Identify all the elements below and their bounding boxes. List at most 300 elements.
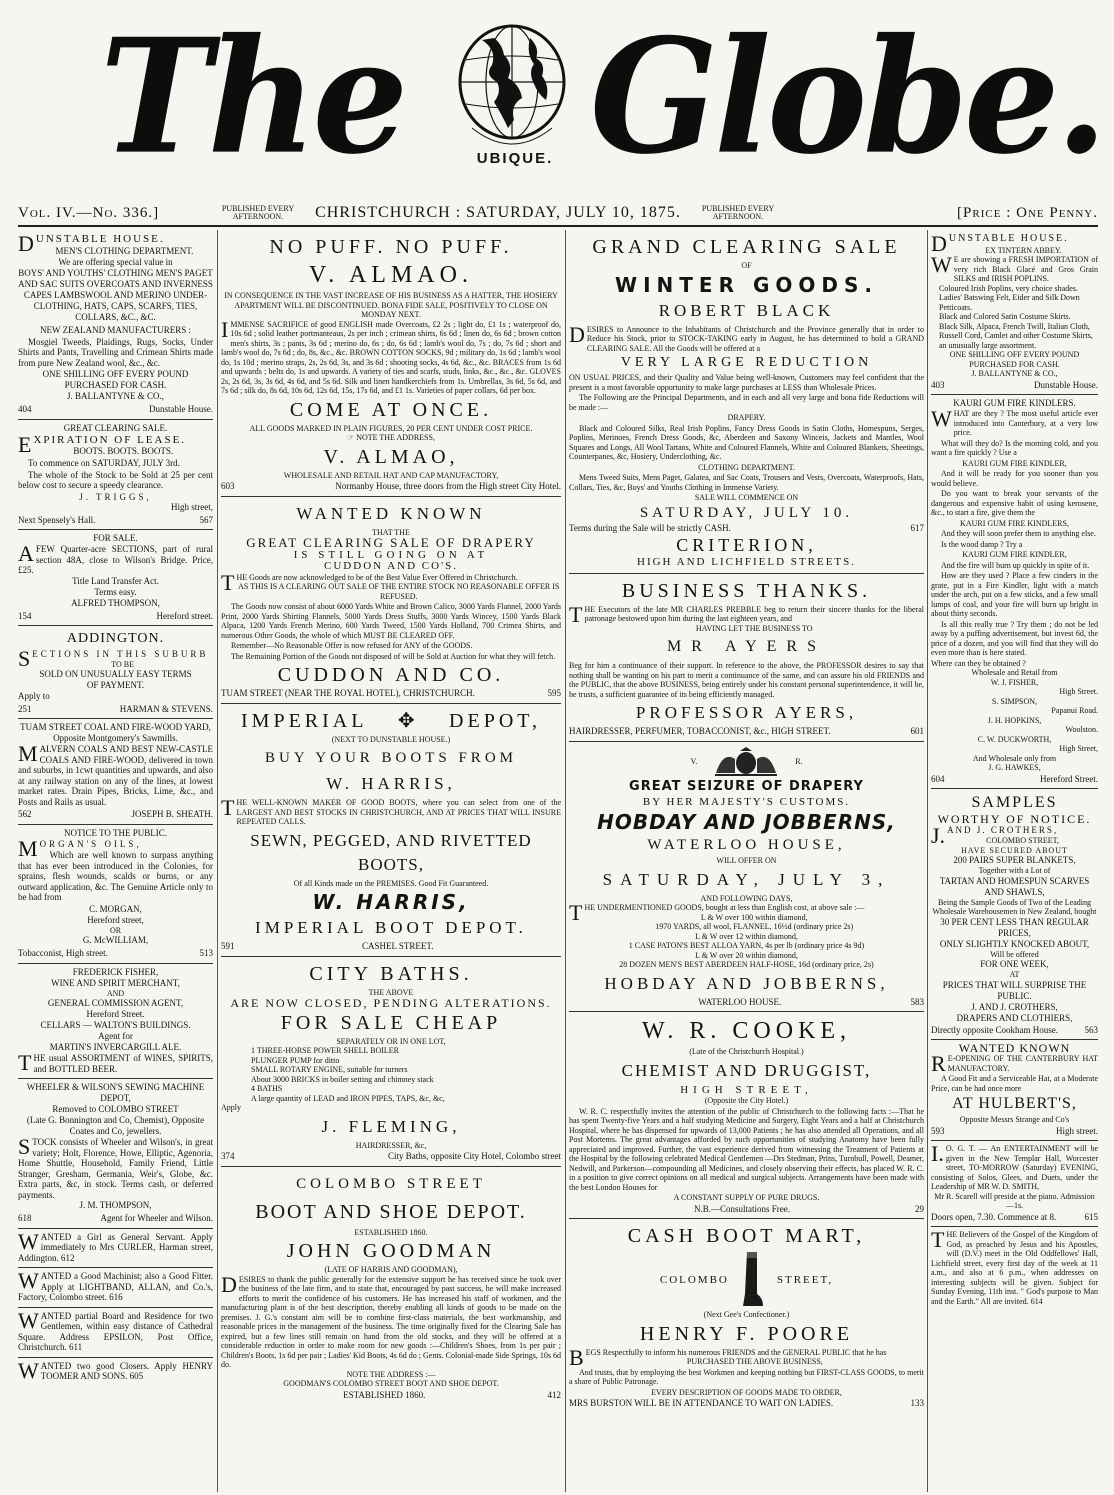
- ad-text: Terms easy.: [94, 586, 137, 597]
- ad-address: High Street,: [1059, 744, 1098, 753]
- ad-address: WATERLOO HOUSE.: [698, 996, 782, 1007]
- ad-subheading: (LATE OF HARRIS AND GOODMAN),: [324, 1265, 458, 1274]
- ad-robert-black: [569, 230, 924, 574]
- ad-text: IN CONSEQUENCE IN THE VAST INCREASE OF HIS BUSINESS AS A HATTER, THE HOSIERY APARTMENT WILL BE DISCONTINUED. BONA FIDE SALE, POSITIVELY TO CLOSE ON MONDAY NEXT.: [224, 291, 558, 319]
- drop-cap: W: [931, 252, 952, 277]
- ad-address: CASHEL STREET.: [362, 941, 434, 951]
- column-1: [18, 230, 213, 1492]
- ad-text: Mosgiel Tweeds, Plaidings, Rugs, Socks, Under Shirts and Pants, Travelling and Crimean Shirts made from pure New Zealand wool, &c., &c.: [18, 336, 213, 368]
- ad-address: Hereford Street.: [1040, 773, 1098, 784]
- ad-text: HAT are they ? The most useful article ever introduced into Canterbury, at a very low price.: [953, 409, 1098, 437]
- column-4: [931, 230, 1098, 1492]
- ad-wanted-girl: [18, 1229, 213, 1269]
- ad-heading: WANTED KNOWN: [296, 503, 486, 523]
- ad-heading: WANTED KNOWN: [958, 1041, 1071, 1055]
- ad-text: To commence on SATURDAY, JULY 3rd.: [28, 458, 180, 468]
- drop-cap: D: [931, 231, 947, 256]
- ad-text: The Remaining Portion of the Goods not disposed of will be Sold at Auction for what they will fetch.: [231, 651, 556, 661]
- ad-address: Opposite Messrs Strange and Co's: [959, 1115, 1070, 1124]
- ad-signature: ALFRED THOMPSON,: [71, 597, 160, 608]
- ad-text: MRS BURSTON WILL BE IN ATTENDANCE TO WAIT ON LADIES.: [569, 1398, 834, 1408]
- ad-believers: [931, 1227, 1098, 1310]
- boot-icon: [741, 1250, 765, 1310]
- ad-text: Apply to: [18, 691, 50, 701]
- ad-number: 29: [915, 1203, 924, 1214]
- ad-wanted-closers: [18, 1358, 213, 1386]
- ad-heading: NOTICE TO THE PUBLIC.: [63, 827, 167, 838]
- ad-text: BOYS' AND YOUTHS' CLOTHING MEN'S PAGET AND SAC SUITS OVERCOATS AND INVERNESS CAPES LAMBSWOOL AND MERINO UNDER-CLOTHING, HATS, CAPS, SCARFS, TIES, COLLARS, &C., &C.: [18, 267, 213, 322]
- ad-text: 30 PER CENT LESS THAN REGULAR PRICES,: [940, 916, 1089, 938]
- ad-text: MARTIN'S INVERCARGILL ALE.: [49, 1042, 182, 1052]
- ad-heading: GRAND CLEARING SALE: [592, 236, 901, 258]
- ad-number: 133: [910, 1398, 924, 1408]
- ad-text: STREET,: [776, 1273, 834, 1286]
- ad-signature: G. McWILLIAM,: [82, 935, 149, 945]
- ad-text: AND FOLLOWING DAYS,: [700, 893, 793, 903]
- ad-heading: ROBERT BLACK: [658, 300, 835, 320]
- ad-signature: C. MORGAN,: [89, 903, 142, 914]
- ad-text: KAURI GUM FIRE KINDLERS,: [960, 518, 1069, 528]
- ad-text: Will be offered: [990, 949, 1039, 959]
- ad-business-thanks: [569, 574, 924, 742]
- ad-number: 604: [931, 773, 945, 784]
- columns: [18, 230, 1098, 1492]
- boot-emblem-icon: ✥: [397, 709, 419, 732]
- ad-almao: [221, 230, 561, 497]
- ad-iogt: [931, 1141, 1098, 1227]
- ad-text: SALE WILL COMMENCE ON: [694, 493, 799, 502]
- ad-text: We are offering special value in: [58, 256, 173, 267]
- ad-text: ONLY SLIGHTLY KNOCKED ABOUT,: [939, 938, 1090, 949]
- ad-text: E are showing a FRESH IMPORTATION of very rich Black Glacé and Gros Grain SILKS and IRISH POPLINS.: [953, 255, 1098, 283]
- ad-number: 616: [109, 1292, 123, 1302]
- ad-number: 601: [910, 726, 924, 736]
- ad-text: ALVERN COALS AND BEST NEW-CASTLE COALS AND FIRE-WOOD, delivered in town and suburbs, in 1cwt quantities and upwards, and also at any railway station on any of the lines, at lowest market rates. Drain Pipes, Bricks, Lime, &c., and Posts and Rails as usual.: [18, 744, 213, 807]
- ad-address: (Next Gee's Confectioner.): [703, 1310, 790, 1319]
- ad-heading: W. HARRIS,: [326, 774, 456, 793]
- ad-heading: HENRY F. POORE: [639, 1322, 854, 1345]
- drop-cap: W: [18, 1228, 39, 1254]
- ad-heading: JOHN GOODMAN: [286, 1240, 496, 1262]
- ad-goodman: [221, 1167, 561, 1405]
- ad-number: 605: [129, 1371, 144, 1381]
- ad-text: Agent for Wheeler and Wilson.: [100, 1213, 213, 1223]
- ad-heading: CITY BATHS.: [309, 962, 473, 985]
- ad-number: 251: [18, 703, 32, 714]
- ad-address: (Opposite the City Hotel.): [704, 1096, 789, 1105]
- ad-text: Where can they be obtained ?: [931, 658, 1026, 668]
- ad-text: ANTED a Good Machinist; also a Good Fitter. Apply at LIGHTBAND, ALLAN, and Co.'s, Factory, Colombo street.: [18, 1271, 213, 1302]
- ad-text: And the fire will burn up quickly in spite of it.: [941, 560, 1090, 570]
- ad-text: KAURI GUM FIRE KINDLER,: [962, 550, 1067, 559]
- ad-text: OF PAYMENT.: [86, 680, 145, 690]
- ad-address: Papanui Road.: [1051, 706, 1098, 715]
- ad-cuddon: [221, 497, 561, 704]
- column-rule: [565, 230, 566, 1492]
- ad-text: HAVING LET THE BUSINESS TO: [695, 623, 813, 633]
- drop-cap: S: [18, 646, 31, 671]
- ad-heading: SATURDAY, JULY 10.: [639, 504, 854, 521]
- column-3: [569, 230, 924, 1492]
- ad-text: HE Executors of the late MR CHARLES PREBBLE beg to return their sincere thanks for the liberal patronage bestowed upon him during the last eighteen years, and: [584, 604, 924, 623]
- ad-address: Hereford street.: [156, 610, 213, 621]
- ad-heading: WHEELER & WILSON'S SEWING MACHINE DEPOT,: [26, 1082, 205, 1103]
- drop-cap: S: [18, 1134, 31, 1159]
- ad-heading: BUSINESS THANKS.: [621, 579, 872, 602]
- ad-address: City Baths, opposite City Hotel, Colombo street: [388, 1151, 561, 1161]
- ad-text: N.B.—Consultations Free.: [694, 1203, 790, 1214]
- ad-text: TOCK consists of Wheeler and Wilson's, in great variety; Holt, Florence, Howe, Elliptic, Agenoria, Home Shuttle, Household, Family Friend, Little Stranger, Gresham, Germania, Weir's, Globe, &c. Extra parts, &c, in stock. Terms cash, or deferred payments.: [18, 1137, 213, 1200]
- ad-samples-crothers: [931, 789, 1098, 1040]
- ad-heading: GREAT CLEARING SALE.: [63, 422, 168, 433]
- ad-text: FOR ONE WEEK,: [980, 959, 1049, 969]
- ad-coal-yard: [18, 719, 213, 825]
- ad-text: GENERAL COMMISSION AGENT,: [47, 998, 184, 1008]
- ad-text: SEPARATELY OR IN ONE LOT,: [336, 1036, 446, 1046]
- ad-text: R.: [795, 756, 803, 766]
- ad-text: 1 THREE-HORSE POWER SHELL BOILER PLUNGER PUMP for ditto SMALL ROTARY ENGINE, suitable for turners About 3000 BRICKS in boiler setting and chimney stack 4 BATHS A large quantity of LEAD and IRON PIPES, TAPS, &c, &c,: [251, 1046, 445, 1103]
- drop-cap: T: [18, 1050, 32, 1075]
- ad-text: 200 PAIRS SUPER BLANKETS,: [953, 855, 1076, 865]
- ad-heading: WINTER GOODS.: [615, 272, 878, 297]
- ad-number: 404: [18, 404, 32, 414]
- ad-subheading: (NEXT TO DUNSTABLE HOUSE.): [331, 734, 451, 744]
- ad-text: OF: [741, 261, 752, 270]
- ad-cooke-chemist: [569, 1012, 924, 1219]
- drop-cap: M: [18, 835, 38, 861]
- ad-number: 595: [547, 688, 561, 698]
- ad-heading: PROFESSOR AYERS,: [635, 703, 858, 722]
- dateline: [18, 201, 1098, 227]
- ad-heading: FOR SALE CHEAP: [280, 1011, 502, 1034]
- ad-text: O. G. T. — An ENTERTAINMENT will be given in the New Templar Hall, Worcester street, TO-MORROW (Saturday) EVENING, consisting of Solos, Glees, and Duets, under the Leadership of MR W. D. SMITH,: [931, 1144, 1098, 1191]
- ad-text: The whole of the Stock to be Sold at 25 per cent below cost to secure a speedy clearance.: [18, 469, 213, 490]
- ad-subheading: (Late of the Christchurch Hospital.): [689, 1047, 804, 1056]
- ad-text: OR: [109, 925, 122, 935]
- ad-text: L & W over 20 within diamond,: [695, 950, 798, 960]
- ad-number: 611: [69, 1342, 83, 1352]
- ad-city-baths: [221, 957, 561, 1167]
- motto: UBIQUE.: [476, 150, 554, 167]
- ad-subheading: MEN'S CLOTHING DEPARTMENT.: [55, 245, 194, 256]
- ad-text: ONE SHILLING OFF EVERY POUND PURCHASED FOR CASH.: [42, 369, 189, 390]
- ad-heading: CRITERION,: [676, 535, 817, 555]
- ad-text: THE ABOVE: [368, 987, 414, 997]
- drop-cap: B: [569, 1344, 584, 1370]
- ad-subheading: BY HER MAJESTY'S CUSTOMS.: [642, 795, 851, 808]
- ad-text: And they will soon prefer them to anything else.: [941, 529, 1096, 538]
- ad-text: ALL GOODS MARKED IN PLAIN FIGURES, 20 PER CENT UNDER COST PRICE.: [249, 423, 533, 433]
- column-rule: [217, 230, 218, 1492]
- ad-text: Mens Tweed Suits, Mens Paget, Galatea, and Sac Coats, Trousers and Vests, Overcoats, Waterproofs, Hats, Collars, Ties, &c, Boys' and Youths Clothing in Immense Variety.: [569, 473, 924, 492]
- ad-address: Normanby House, three doors from the High street City Hotel.: [335, 481, 561, 491]
- ad-text: DRAPERS AND CLOTHIERS,: [956, 1012, 1073, 1023]
- published-note-left: PUBLISHED EVERY AFTERNOON.: [221, 204, 295, 221]
- ad-text: AT: [1009, 970, 1020, 979]
- ad-address: Tobacconist, High street.: [18, 948, 108, 958]
- ad-heading: GREAT SEIZURE OF DRAPERY: [629, 778, 864, 794]
- ad-number: 614: [1030, 1296, 1043, 1306]
- ad-heading: UNSTABLE HOUSE.: [948, 233, 1069, 244]
- ad-subheading: CLOTHING DEPARTMENT.: [698, 462, 795, 472]
- ad-address: HIGH AND LICHFIELD STREETS.: [637, 556, 856, 568]
- ad-text: 1 CASE PATON'S BEST ALLOA YARN, 4s per lb (ordinary price 4s 9d): [628, 941, 865, 950]
- ad-address: Hereford Street.: [86, 1009, 145, 1019]
- drop-cap: D: [221, 1271, 237, 1297]
- ad-address: Hereford street,: [87, 914, 144, 925]
- ad-heading: BOOT AND SHOE DEPOT.: [255, 1200, 527, 1223]
- ad-heading: J. FLEMING,: [321, 1116, 461, 1136]
- drop-cap: J.: [931, 822, 946, 848]
- title-globe: Globe.: [590, 4, 1104, 190]
- ad-text: Apply: [221, 1103, 241, 1112]
- ad-heading: COME AT ONCE.: [289, 398, 493, 421]
- column-rule: [927, 230, 928, 1492]
- ad-heading: ADDINGTON.: [66, 631, 165, 646]
- ad-number: 412: [547, 1389, 561, 1400]
- ad-heading: VERY LARGE REDUCTION: [620, 355, 873, 370]
- ad-address: Dunstable House.: [1034, 379, 1098, 390]
- ad-text: KAURI GUM FIRE KINDLER,: [962, 458, 1067, 468]
- ad-triggs: [18, 420, 213, 531]
- volume-number: Vol. IV.—No. 336.]: [18, 204, 160, 221]
- ad-text: And it will be ready for you sooner than you would believe.: [931, 469, 1098, 488]
- city-date: CHRISTCHURCH : SATURDAY, JULY 10, 1875.: [315, 204, 681, 221]
- ad-heading: CASH BOOT MART,: [627, 1225, 866, 1247]
- ad-address: TUAM STREET (NEAR THE ROYAL HOTEL), CHRISTCHURCH.: [221, 688, 475, 698]
- ad-heading: COLOMBO STREET: [296, 1175, 486, 1192]
- drop-cap: W: [18, 1307, 39, 1333]
- ad-heading: FOR SALE.: [93, 533, 138, 543]
- ad-heading: WORTHY OF NOTICE.: [937, 812, 1092, 826]
- drop-cap: T: [931, 1227, 945, 1252]
- ad-signature: W. J. FISHER,: [990, 677, 1039, 687]
- ad-signature: J. TRIGGS,: [79, 491, 152, 502]
- ad-number: 374: [221, 1151, 235, 1161]
- drop-cap: T: [569, 601, 583, 627]
- ad-heading: V. ALMAO,: [323, 445, 459, 468]
- ad-number: 591: [221, 941, 235, 951]
- ad-text: L & W over 12 within diamond,: [695, 931, 798, 941]
- drop-cap: I: [221, 316, 229, 342]
- ad-text: Wholesale and Retail from: [971, 668, 1058, 677]
- ad-text: ANTED a Girl as General Servant. Apply immediately to Mrs CURLER, Harman street, Addington.: [18, 1231, 213, 1263]
- ad-heading: MR AYERS: [667, 638, 826, 655]
- column-2: [221, 230, 561, 1492]
- ad-text: ANTED two good Closers. Apply HENRY TOOMER AND SONS.: [40, 1360, 213, 1381]
- ad-heading: SEWN, PEGGED, AND RIVETTED BOOTS,: [250, 830, 532, 874]
- ad-address: Directly opposite Cookham House.: [931, 1024, 1058, 1035]
- ad-number: 154: [18, 610, 32, 621]
- ad-text: Being the Sample Goods of Two of the Leading Wholesale Warehousemen in New Zealand, bought: [932, 897, 1097, 916]
- ad-text: Is the wood damp ? Try a: [941, 539, 1023, 549]
- drop-cap: R: [931, 1051, 946, 1076]
- ad-text: Doors open, 7.30. Commence at 8.: [931, 1211, 1057, 1222]
- ad-text: A Good Fit and a Serviceable Hat, at a Moderate Price, can be had once more: [931, 1074, 1098, 1093]
- ad-text: The Goods now consist of about 6000 Yards White and Brown Calico, 3000 Yards Flannel, 2000 Yards Print, 2000 Yards Shirting Flannels, 5000 Yards Dress Stuffs, 3000 Yards Wincey, 1500 Yards Black Alpaca, 1200 Yards French Merino, 600 Yards Tweed, 1500 Yards Holland, 700 Crimea Shirts, and numerous Other Goods, the whole of which MUST BE CLEARED OFF.: [221, 602, 561, 640]
- drop-cap: W: [931, 406, 952, 431]
- ad-text: SOLD ON UNUSUALLY EASY TERMS: [39, 669, 192, 679]
- ad-address: Woolston.: [1065, 725, 1098, 734]
- ad-text: Terms during the Sale will be strictly CASH.: [569, 522, 731, 533]
- ad-text: Of all Kinds made on the PREMISES. Good Fit Guaranteed.: [293, 878, 489, 888]
- ad-text: Together with a Lot of: [978, 866, 1051, 875]
- ad-text: HE usual ASSORTMENT of WINES, SPIRITS, and BOTTLED BEER.: [33, 1053, 213, 1074]
- drop-cap: T: [221, 795, 235, 820]
- ad-signature: JOSEPH B. SHEATH.: [131, 809, 213, 819]
- ad-text: And trusts, that by employing the best Workmen and keeping nothing but FIRST-CLASS GOODS, to merit a share of Public Patronage.: [569, 1367, 924, 1386]
- ad-text: HE WELL-KNOWN MAKER OF GOOD BOOTS, where you can select from one of the LARGEST AND BEST STOCKS IN CHRISTCHURCH, AND AT PRICES THAT WILL INSURE REPEATED CALLS.: [236, 798, 561, 826]
- ad-text: MMENSE SACRIFICE of good ENGLISH made Overcoats, £2 2s ; light do, £1 1s ; waterproof do, 10s 6d ; solid leather portmanteaus, 2s per inch ; crimean shirts, 6s 6d ; linen do, 6s 6d ; brown cotton men's shirts, 3s ; pants, 3s 6d ; merino do, 6s ; do, 6s 6d ; lamb's wool do, 7s ; do, 7s 6d ; short and lamb's wool do, 7s 6d ; do, 8s, &c., &c. BROWN COTTON SOCKS, 9d ; military do, 1s 6d ; lamb's wool do, 1s 10d ; merino straps, 2s, 2s 6d, 3s, and 3s 6d ; shooting socks, 4s 6d, &c., &c. BRACES from 1s 6d and upwards ; belts do, 1s and upwards. A variety of ties and scarfs, studs, links, &c., &c., &c. GLOVES 2s, 2s 6d, 3s, 3s 6d, 4s 6d, and 5s 6d. Silk and linen handkerchiefs from 1s. Umbrellas, 3s 6d, 5s 6d, and 7s 6d ; silk do, 8s 6d, 10s 6d, 12s 6d, 15s, 17s 6d, and £1 1s. Varieties of paper collars, 6d per box.: [221, 319, 561, 395]
- drop-cap: M: [18, 741, 38, 766]
- ad-heading: CHEMIST AND DRUGGIST,: [621, 1060, 872, 1080]
- ad-subheading: EX TINTERN ABBEY.: [985, 245, 1062, 255]
- ad-text: BOOTS. BOOTS. BOOTS.: [73, 446, 174, 456]
- ad-number: 562: [18, 809, 32, 819]
- ad-text: HAIRDRESSER, PERFUMER, TOBACCONIST, &c., HIGH STREET.: [569, 726, 831, 736]
- ad-signature: J. BALLANTYNE & CO.,: [67, 391, 164, 401]
- price: [Price : One Penny.: [957, 204, 1098, 221]
- ad-address: High street,: [171, 502, 213, 512]
- drop-cap: I.: [931, 1141, 944, 1166]
- ad-heading: DEPOT,: [449, 709, 541, 732]
- ad-text: WILL OFFER ON: [716, 856, 777, 865]
- ad-heading: SAMPLES: [971, 794, 1058, 811]
- ad-dunstable-tintern: [931, 230, 1098, 395]
- drop-cap: W: [18, 1268, 39, 1293]
- drop-cap: D: [18, 231, 34, 256]
- ad-text: What will they do? Is the morning cold, and you want a fire quickly ? Use a: [931, 438, 1098, 457]
- ad-signature: C. W. DUCKWORTH,: [977, 734, 1052, 744]
- ad-text: WHOLESALE AND RETAIL HAT AND CAP MANUFACTORY,: [283, 470, 499, 480]
- ad-signature: J. AND J. CROTHERS,: [971, 1001, 1058, 1012]
- ad-heading: AND J. CROTHERS,: [947, 824, 1059, 835]
- ad-number: 567: [199, 514, 213, 525]
- ad-signature: S. SIMPSON,: [991, 696, 1038, 706]
- ad-heading: FREDERICK FISHER,: [72, 966, 159, 977]
- title-the: The: [100, 4, 405, 190]
- ad-cash-boot-mart: [569, 1219, 924, 1413]
- ad-heading: XPIRATION OF LEASE.: [33, 433, 187, 446]
- ad-text: ☞ NOTE THE ADDRESS,: [347, 433, 435, 442]
- ad-dunstable-mens: [18, 230, 213, 420]
- ad-hobday-jobberns: [569, 742, 924, 1013]
- ad-heading: TUAM STREET COAL AND FIRE-WOOD YARD,: [20, 722, 211, 732]
- ad-text: Mr R. Scarell will preside at the piano. Admission—1s.: [934, 1191, 1095, 1210]
- ad-for-sale: [18, 530, 213, 626]
- ad-sewing-machines: [18, 1079, 213, 1229]
- published-note-right: PUBLISHED EVERY AFTERNOON.: [701, 204, 775, 221]
- ad-signature: HARMAN & STEVENS.: [119, 703, 213, 714]
- ad-text: Removed to COLOMBO STREET: [52, 1104, 179, 1114]
- ad-address: Dunstable House.: [149, 404, 213, 414]
- royal-arms-icon: [711, 747, 781, 777]
- ad-address: HIGH STREET,: [680, 1083, 813, 1096]
- ad-text: How are they used ? Place a few cinders in the grate, put in a Fire Kindler, light with a match under the arch, put on a few sticks, and a few small lumps of coal, and your fire will burn up bright in about thirty seconds.: [931, 571, 1098, 618]
- ad-text: (Late G. Bonnington and Co, Chemist), Opposite Coates and Co, jewellers.: [26, 1115, 205, 1136]
- ad-text: Title Land Transfer Act.: [72, 575, 159, 586]
- ad-text: PURCHASED THE ABOVE BUSINESS,: [686, 1357, 823, 1366]
- ad-heading: ORGAN'S OILS,: [39, 838, 142, 849]
- ad-text: NOTE THE ADDRESS :—: [346, 1369, 436, 1379]
- ad-text: HAVE SECURED ABOUT: [961, 845, 1068, 855]
- ad-heading: HOBDAY AND JOBBERNS,: [597, 810, 896, 834]
- ad-heading: AT HULBERT'S,: [952, 1095, 1077, 1112]
- ad-address: High street.: [1056, 1125, 1098, 1136]
- ad-heading: ARE NOW CLOSED, PENDING ALTERATIONS.: [230, 996, 552, 1010]
- ad-text: FEW Quarter-acre SECTIONS, part of rural section 48A, close to Wilson's Bridge. Price, £25.: [18, 544, 213, 575]
- ad-heading: W. R. COOKE,: [641, 1018, 852, 1044]
- ad-text: And Wholesale only from: [972, 753, 1057, 763]
- ad-wanted-board: [18, 1308, 213, 1358]
- ad-signature: J. H. HOPKINS,: [987, 715, 1042, 725]
- ad-number: 618: [18, 1213, 32, 1223]
- ad-text: ESTABLISHED 1860.: [343, 1389, 426, 1400]
- ad-text: E-OPENING OF THE CANTERBURY HAT MANUFACTORY.: [947, 1054, 1098, 1073]
- ad-text: W. R. C. respectfully invites the attention of the public of Christchurch to the following facts :—That he has spent Twenty-five Years and a half studying Medicine and Surgery, Eight Years and a half at Christchurch Hospital, where he has dispensed for upwards of 13,000 Patients ; he has also attended all Operations, and all Post Mortems. The great advantages afforded by such opportunities of studying Anatomy have been fully appreciated and improved. Further, the vast experience derived from witnessing the Treatment of Patients at the Hospital by the following celebrated Medical Gentlemen —Drs Stedman, Prins, Turnbull, Powell, Deamer, Nedwill, and Parkerson—compounding all Medicines, and closely observing their effects, has placed W. R. C. in a position to give correct opinions on all medical and surgical subjects. Arrangements have been made with the best London Houses for: [569, 1106, 924, 1192]
- ad-text: Black and Coloured Silks, Real Irish Poplins, Fancy Dress Goods in Satin Cloths, Homespuns, Serges, Poplins, Merinoes, French Dress Goods, &c, Aberdeen and Saxony Winceis, Jackets and Mantles, Wool Squares and Longs, All Wool Tartans, White and Coloured Flannels, White and Coloured Blankets, Sheetings, Counterpanes, &c, Hosiery, Underclothing, &c.: [569, 423, 924, 461]
- ad-text: 28 DOZEN MEN'S BEST ABERDEEN HALF-HOSE, 16d (ordinary price, 2s): [619, 960, 874, 969]
- ad-subheading: Opposite Montgomery's Sawmills.: [53, 733, 178, 743]
- ad-heading: IMPERIAL BOOT DEPOT.: [255, 918, 527, 937]
- ad-text: AND: [106, 988, 125, 998]
- ad-text: COLOMBO: [659, 1273, 729, 1286]
- ad-signature: J. BALLANTYNE & CO.,: [971, 369, 1058, 378]
- ad-text: The Following are the Principal Departments, and in each and all very large and bona fide Reductions will be made :—: [569, 393, 924, 412]
- ad-number: 513: [199, 948, 213, 958]
- ad-text: Coloured Irish Poplins, very choice shades. Ladies' Batswing Felt, Eider and Silk Down Petticoats. Black and Colored Satin Costume Skirts. Black Silk, Alpaca, French Twill, Italian Cloth, Russell Cord, Camlet and other Costume Skirts, an unusually large assortment.: [939, 283, 1093, 350]
- ad-wanted-machinist: [18, 1268, 213, 1308]
- ad-heading: SATURDAY, JULY 3,: [602, 869, 891, 889]
- ad-text: TARTAN AND HOMESPUN SCARVES AND SHAWLS,: [939, 875, 1090, 897]
- ad-text: ON USUAL PRICES, and their Quality and Value being well-known, Customers may feel confident that the present is a most favorable opportunity to make large purchases at LESS than Wholesale Prices.: [569, 373, 924, 392]
- ad-heading: BUY YOUR BOOTS FROM: [264, 750, 517, 766]
- ad-text: Is all this really true ? Try them ; do not be led away by a puffing advertisement, but invest 6d, the price of a dozen, and you will find that they will do even more than is here stated.: [931, 619, 1098, 657]
- drop-cap: A: [18, 541, 34, 566]
- ad-text: Agent for: [98, 1031, 133, 1041]
- ad-text: Remember—No Reasonable Offer is now refused for ANY of the GOODS.: [231, 641, 473, 650]
- ad-subheading: NEW ZEALAND MANUFACTURERS :: [40, 324, 191, 335]
- drop-cap: E: [18, 431, 32, 457]
- ad-number: 583: [910, 996, 924, 1007]
- drop-cap: T: [221, 569, 235, 595]
- ad-heading: W. HARRIS,: [312, 890, 470, 914]
- ad-text: HE UNDERMENTIONED GOODS, bought at less than English cost, at above sale :—: [584, 903, 865, 912]
- ad-text: THAT THE: [372, 527, 410, 537]
- ad-heading: GREAT CLEARING SALE OF DRAPERY: [246, 535, 536, 550]
- ad-number: 615: [1084, 1211, 1098, 1222]
- ad-fisher: [18, 964, 213, 1080]
- masthead: [0, 0, 1114, 221]
- ad-text: HAIRDRESSER, &c,: [355, 1140, 427, 1150]
- drop-cap: W: [18, 1357, 39, 1383]
- ad-address: High Street.: [1059, 687, 1098, 696]
- ad-text: 1970 YARDS, all wool, FLANNEL, 16½d (ordinary price 2s): [655, 922, 854, 931]
- ad-text: AS THIS IS A CLEARING OUT SALE OF THE ENTIRE STOCK NO REASONABLE OFFER IS REFUSED.: [238, 582, 560, 601]
- ad-text: HE Goods are now acknowledged to be of the Best Value Ever Offered in Christchurch.: [236, 572, 518, 582]
- ad-text: EVERY DESCRIPTION OF GOODS MADE TO ORDER,: [651, 1387, 842, 1397]
- ad-text: EGS Respectfully to inform his numerous FRIENDS and the GENERAL PUBLIC that he has: [585, 1347, 887, 1357]
- drop-cap: D: [569, 321, 585, 347]
- ad-text: WINE AND SPIRIT MERCHANT,: [51, 977, 180, 988]
- ad-heading: UNSTABLE HOUSE.: [35, 233, 165, 245]
- ad-address: COLOMBO STREET,: [986, 836, 1059, 845]
- ad-kauri-kindlers: [931, 395, 1098, 789]
- drop-cap: T: [569, 900, 583, 925]
- ad-number: 617: [910, 522, 924, 533]
- ad-hulbert: [931, 1040, 1098, 1141]
- ad-heading: CUDDON AND CO.: [277, 664, 505, 686]
